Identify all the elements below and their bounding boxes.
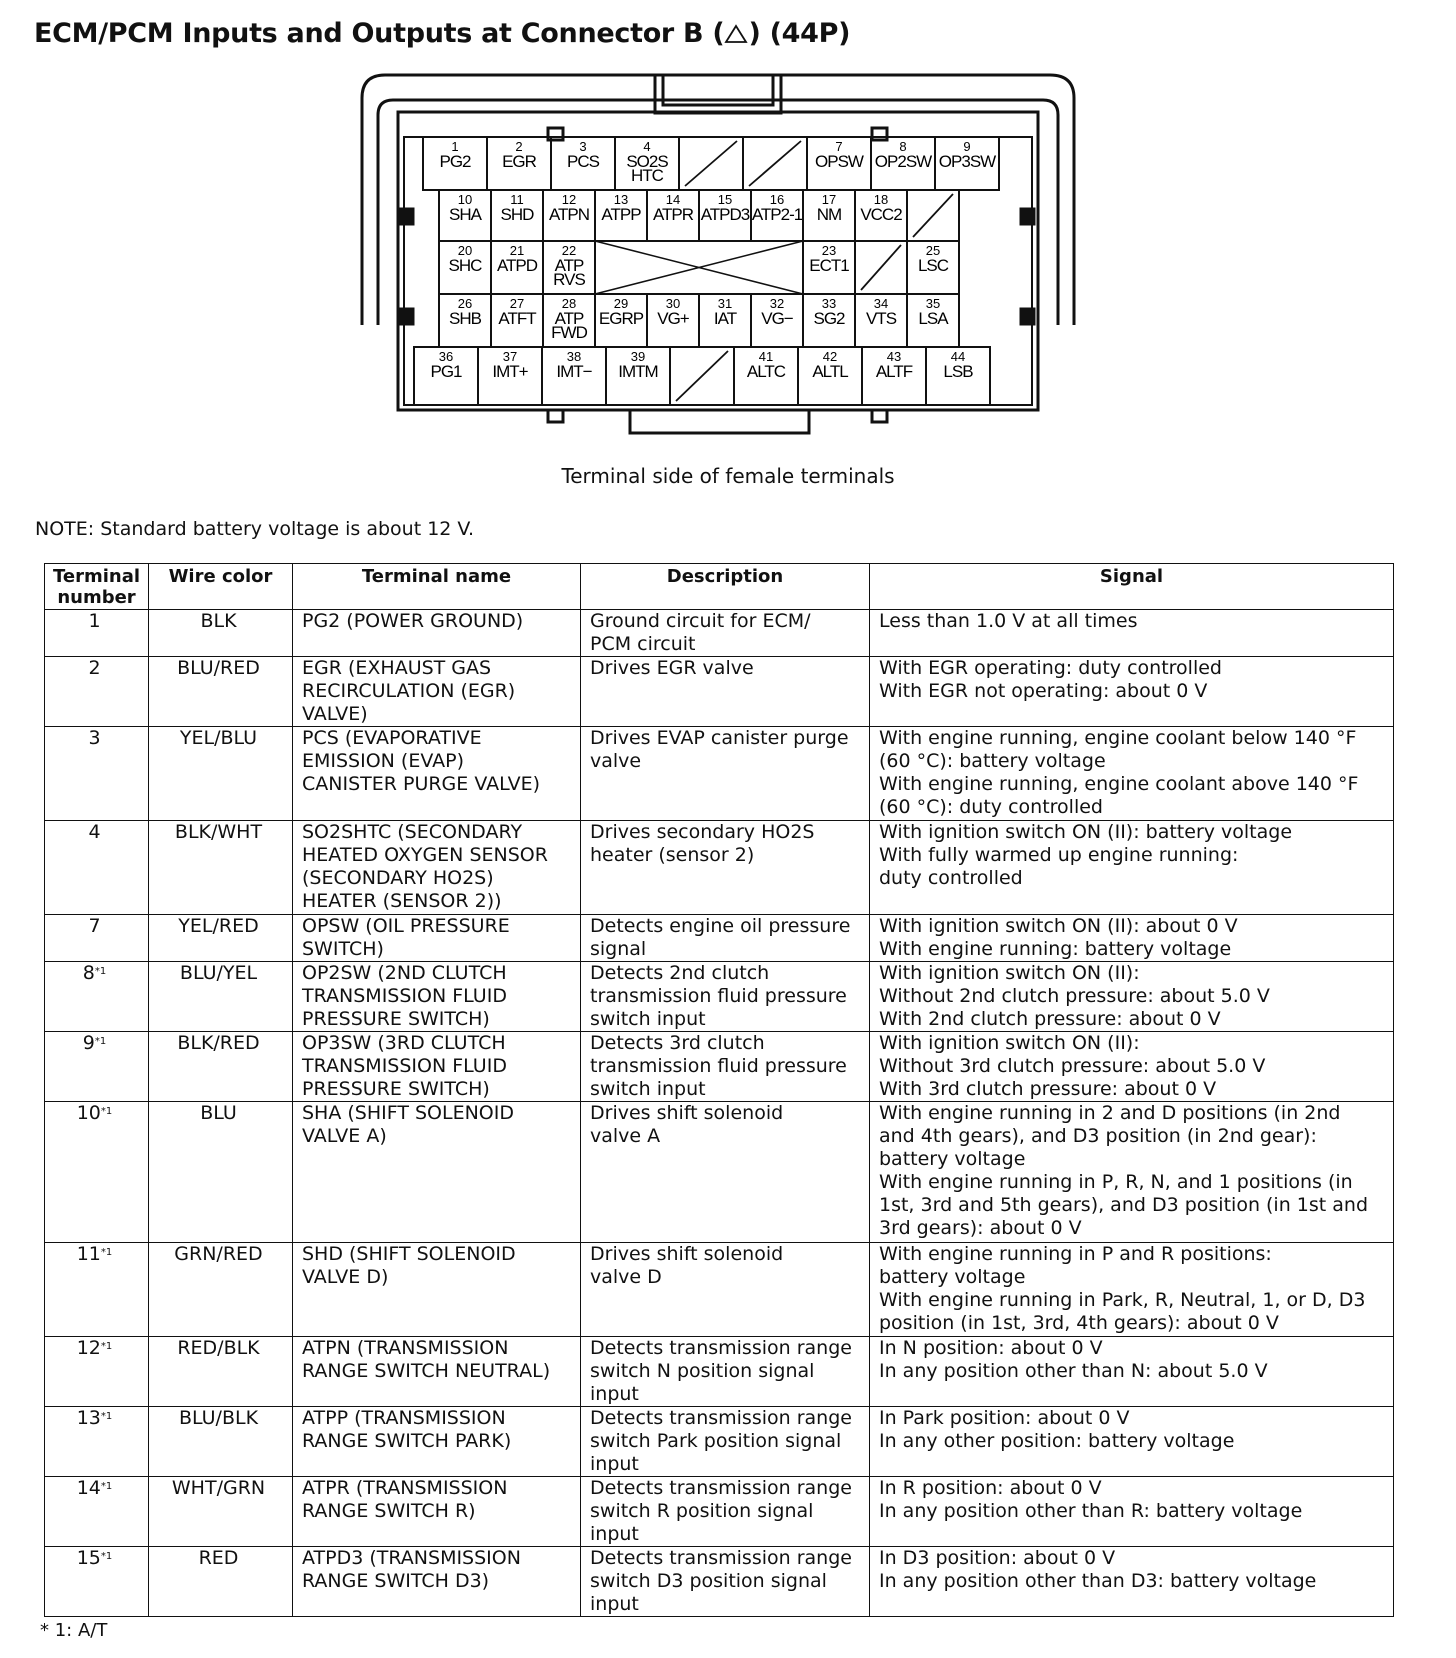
terminal-number: 11	[510, 192, 524, 207]
terminal-label: SHA	[449, 205, 481, 224]
terminal-number: 44	[950, 349, 966, 364]
footnote-marker: *1	[100, 1341, 113, 1352]
terminal-label: ATPP	[601, 205, 641, 224]
wire-color-cell: BLU	[149, 1102, 293, 1243]
terminal-number: 2	[515, 139, 523, 154]
signal-cell: Less than 1.0 V at all times	[870, 610, 1394, 657]
terminal-label: SO2S	[626, 152, 668, 171]
terminal-number: 13	[76, 1407, 101, 1429]
terminal-number-cell	[45, 727, 149, 821]
terminal-number-cell	[45, 1477, 149, 1547]
terminal-29	[595, 294, 647, 347]
terminal-number-cell	[45, 610, 149, 657]
footnote: * 1: A/T	[40, 1620, 108, 1641]
terminal-number: 9	[963, 139, 971, 154]
terminal-name-cell: SHD (SHIFT SOLENOID VALVE D)	[293, 1243, 581, 1337]
terminal-number: 8	[899, 139, 907, 154]
footnote-marker: *1	[94, 966, 107, 977]
terminal-label: ALTL	[812, 362, 848, 381]
terminal-number: 15	[717, 192, 733, 207]
terminal-label: LSA	[918, 309, 948, 328]
wire-color-cell: YEL/RED	[149, 915, 293, 962]
terminal-number: 31	[717, 296, 733, 311]
description-cell: Drives shift solenoid valve A	[581, 1102, 870, 1243]
terminal-41	[734, 347, 798, 405]
terminal-20	[439, 241, 491, 294]
terminal-number: 39	[630, 349, 646, 364]
terminal-name-cell: OP3SW (3RD CLUTCH TRANSMISSION FLUID PRESSURE SWITCH)	[293, 1032, 581, 1102]
terminal-label: ATPD3	[700, 205, 750, 224]
description-cell: Detects transmission range switch Park position signal input	[581, 1407, 870, 1477]
title-suffix: ) (44P)	[748, 18, 851, 49]
terminal-number: 41	[758, 349, 774, 364]
signal-cell: With engine running in 2 and D positions (in 2nd and 4th gears), and D3 position (in 2nd gear): battery voltage With engine running in P, R, N, and 1 positions (in 1st, 3rd and 5th gears), and D3 position (in 1st and 3rd gears): about 0 V	[870, 1102, 1394, 1243]
terminal-label: SHC	[448, 256, 482, 275]
terminal-44	[926, 347, 990, 405]
terminal-number-cell	[45, 915, 149, 962]
terminal-label: OPSW	[815, 152, 863, 171]
terminal-name-cell: ATPR (TRANSMISSION RANGE SWITCH R)	[293, 1477, 581, 1547]
terminal-number: 8	[82, 962, 95, 984]
description-cell: Drives EVAP canister purge valve	[581, 727, 870, 821]
empty-terminal	[855, 241, 907, 294]
terminal-number: 34	[873, 296, 889, 311]
table-row	[45, 1547, 1394, 1617]
terminal-7	[807, 137, 871, 190]
terminal-number: 1	[88, 610, 101, 632]
terminal-number: 33	[821, 296, 837, 311]
terminal-number: 13	[613, 192, 629, 207]
terminal-number: 3	[579, 139, 587, 154]
table-row	[45, 821, 1394, 915]
terminal-number: 36	[438, 349, 454, 364]
terminal-label-line2: RVS	[553, 270, 585, 289]
header-description: Description	[581, 564, 870, 610]
table-row	[45, 962, 1394, 1032]
terminal-number: 18	[873, 192, 889, 207]
terminal-39	[606, 347, 670, 405]
terminal-43	[862, 347, 926, 405]
description-cell: Drives EGR valve	[581, 657, 870, 727]
footnote-marker: *1	[100, 1411, 113, 1422]
footnote-marker: *1	[94, 1036, 107, 1047]
terminal-number: 14	[76, 1477, 101, 1499]
terminal-name-cell: OPSW (OIL PRESSURE SWITCH)	[293, 915, 581, 962]
signal-cell: With EGR operating: duty controlled With EGR not operating: about 0 V	[870, 657, 1394, 727]
terminal-number: 29	[613, 296, 629, 311]
terminal-25	[907, 241, 959, 294]
terminal-number-cell	[45, 1102, 149, 1243]
wire-color-cell: RED/BLK	[149, 1337, 293, 1407]
terminal-2	[487, 137, 551, 190]
terminal-label: ATPD	[496, 256, 538, 275]
terminal-32	[751, 294, 803, 347]
note-text: NOTE: Standard battery voltage is about 12 V.	[35, 518, 474, 540]
terminal-label: EGR	[502, 152, 536, 171]
table-row	[45, 1477, 1394, 1547]
header-signal: Signal	[870, 564, 1394, 610]
terminal-number: 38	[566, 349, 582, 364]
signal-cell: With ignition switch ON (II): about 0 V With engine running: battery voltage	[870, 915, 1394, 962]
terminal-label: ATP	[554, 256, 584, 275]
terminal-number: 21	[509, 243, 525, 258]
terminal-4	[615, 137, 679, 190]
terminal-number-cell	[45, 1243, 149, 1337]
terminal-number-cell	[45, 821, 149, 915]
terminal-30	[647, 294, 699, 347]
terminal-number: 15	[76, 1547, 101, 1569]
terminal-42	[798, 347, 862, 405]
terminal-number: 7	[835, 139, 843, 154]
terminal-number: 37	[502, 349, 518, 364]
terminal-name-cell: PCS (EVAPORATIVE EMISSION (EVAP) CANISTER PURGE VALVE)	[293, 727, 581, 821]
terminal-label: SG2	[813, 309, 845, 328]
wire-color-cell: BLU/RED	[149, 657, 293, 727]
signal-cell: In Park position: about 0 V In any other position: battery voltage	[870, 1407, 1394, 1477]
signal-cell: With ignition switch ON (II): battery voltage With fully warmed up engine running: duty controlled	[870, 821, 1394, 915]
terminal-table	[44, 563, 1394, 1617]
terminal-name-cell: PG2 (POWER GROUND)	[293, 610, 581, 657]
table-row	[45, 657, 1394, 727]
table-row	[45, 1102, 1394, 1243]
terminal-number: 4	[88, 821, 101, 843]
signal-cell: With ignition switch ON (II): Without 3rd clutch pressure: about 5.0 V With 3rd clutch pressure: about 0 V	[870, 1032, 1394, 1102]
terminal-number: 9	[82, 1032, 95, 1054]
empty-terminal	[743, 137, 807, 190]
terminal-27	[491, 294, 543, 347]
terminal-label: LSB	[943, 362, 973, 381]
description-cell: Ground circuit for ECM/ PCM circuit	[581, 610, 870, 657]
terminal-22	[543, 241, 595, 294]
description-cell: Detects 2nd clutch transmission fluid pressure switch input	[581, 962, 870, 1032]
terminal-label: EGRP	[598, 309, 644, 328]
table-row	[45, 1032, 1394, 1102]
terminal-label: ATPR	[652, 205, 694, 224]
terminal-label-line2: FWD	[551, 323, 587, 342]
terminal-number: 17	[821, 192, 837, 207]
terminal-35	[907, 294, 959, 347]
terminal-label: PG2	[439, 152, 471, 171]
description-cell: Detects 3rd clutch transmission fluid pressure switch input	[581, 1032, 870, 1102]
table-row	[45, 610, 1394, 657]
table-row	[45, 1243, 1394, 1337]
terminal-number: 26	[457, 296, 473, 311]
wire-color-cell: BLK/RED	[149, 1032, 293, 1102]
footnote-marker: *1	[100, 1106, 113, 1117]
terminal-label: SHB	[449, 309, 481, 328]
terminal-13	[595, 190, 647, 241]
signal-cell: In D3 position: about 0 V In any position other than D3: battery voltage	[870, 1547, 1394, 1617]
signal-cell: In N position: about 0 V In any position other than N: about 5.0 V	[870, 1337, 1394, 1407]
terminal-number: 43	[886, 349, 902, 364]
terminal-number-cell	[45, 962, 149, 1032]
terminal-name-cell: SHA (SHIFT SOLENOID VALVE A)	[293, 1102, 581, 1243]
terminal-label: VG+	[657, 309, 689, 328]
terminal-number: 10	[76, 1102, 101, 1124]
terminal-36	[414, 347, 478, 405]
terminal-number: 12	[561, 192, 577, 207]
terminal-number-cell	[45, 1337, 149, 1407]
terminal-37	[478, 347, 542, 405]
table-row	[45, 1407, 1394, 1477]
terminal-8	[871, 137, 935, 190]
terminal-label: LSC	[917, 256, 949, 275]
wire-color-cell: BLU/BLK	[149, 1407, 293, 1477]
terminal-number: 23	[821, 243, 837, 258]
terminal-name-cell: SO2SHTC (SECONDARY HEATED OXYGEN SENSOR (SECONDARY HO2S) HEATER (SENSOR 2))	[293, 821, 581, 915]
footnote-marker: *1	[100, 1247, 113, 1258]
terminal-number: 1	[451, 139, 459, 154]
terminal-label: ATFT	[498, 309, 536, 328]
table-row	[45, 1337, 1394, 1407]
terminal-number-cell	[45, 1032, 149, 1102]
terminal-label: ALTC	[746, 362, 786, 381]
terminal-26	[439, 294, 491, 347]
terminal-number: 3	[88, 727, 101, 749]
terminal-label: OP2SW	[874, 152, 932, 171]
table-row	[45, 915, 1394, 962]
terminal-number: 30	[665, 296, 681, 311]
title-prefix: ECM/PCM Inputs and Outputs at Connector B (	[34, 18, 725, 49]
wire-color-cell: WHT/GRN	[149, 1477, 293, 1547]
description-cell: Drives secondary HO2S heater (sensor 2)	[581, 821, 870, 915]
terminal-15	[699, 190, 751, 241]
description-cell: Detects engine oil pressure signal	[581, 915, 870, 962]
description-cell: Detects transmission range switch R position signal input	[581, 1477, 870, 1547]
header-terminal-name: Terminal name	[293, 564, 581, 610]
terminal-28	[543, 294, 595, 347]
signal-cell: With engine running, engine coolant below 140 °F (60 °C): battery voltage With engine running, engine coolant above 140 °F (60 °C): duty controlled	[870, 727, 1394, 821]
terminal-label: IMT+	[492, 362, 528, 381]
terminal-18	[855, 190, 907, 241]
signal-cell: In R position: about 0 V In any position other than R: battery voltage	[870, 1477, 1394, 1547]
terminal-number: 20	[457, 243, 473, 258]
terminal-number-cell	[45, 1547, 149, 1617]
terminal-number: 12	[76, 1337, 101, 1359]
signal-cell: With ignition switch ON (II): Without 2nd clutch pressure: about 5.0 V With 2nd clutch pressure: about 0 V	[870, 962, 1394, 1032]
terminal-17	[803, 190, 855, 241]
wire-color-cell: BLK	[149, 610, 293, 657]
terminal-number: 2	[88, 657, 101, 679]
terminal-23	[803, 241, 855, 294]
terminal-number: 35	[925, 296, 941, 311]
terminal-label: ECT1	[809, 256, 849, 275]
wire-color-cell: RED	[149, 1547, 293, 1617]
terminal-label: VG−	[761, 309, 793, 328]
footnote-marker: *1	[100, 1481, 113, 1492]
header-wire-color: Wire color	[149, 564, 293, 610]
terminal-label: OP3SW	[938, 152, 996, 171]
terminal-label: IMT−	[556, 362, 592, 381]
terminal-number-cell	[45, 1407, 149, 1477]
description-cell: Detects transmission range switch N position signal input	[581, 1337, 870, 1407]
terminal-12	[543, 190, 595, 241]
terminal-label: NM	[816, 205, 842, 224]
terminal-label: ALTF	[875, 362, 913, 381]
terminal-10	[439, 190, 491, 241]
terminal-label: ATP2-1	[751, 205, 803, 224]
terminal-38	[542, 347, 606, 405]
terminal-label: ATPN	[548, 205, 590, 224]
blocked-terminals	[595, 241, 803, 294]
terminal-name-cell: ATPD3 (TRANSMISSION RANGE SWITCH D3)	[293, 1547, 581, 1617]
diagram-caption: Terminal side of female terminals	[561, 464, 895, 488]
description-cell: Drives shift solenoid valve D	[581, 1243, 870, 1337]
wire-color-cell: BLK/WHT	[149, 821, 293, 915]
terminal-number: 42	[822, 349, 838, 364]
description-cell: Detects transmission range switch D3 position signal input	[581, 1547, 870, 1617]
terminal-label: ATP	[554, 309, 584, 328]
terminal-label: VCC2	[860, 205, 902, 224]
terminal-number: 27	[509, 296, 525, 311]
terminal-label: IAT	[713, 309, 737, 328]
terminal-number: 25	[925, 243, 941, 258]
terminal-11	[491, 190, 543, 241]
terminal-number: 16	[769, 192, 785, 207]
terminal-number-cell	[45, 657, 149, 727]
terminal-34	[855, 294, 907, 347]
terminal-number: 14	[665, 192, 681, 207]
signal-cell: With engine running in P and R positions: battery voltage With engine running in Park, R, Neutral, 1, or D, D3 position (in 1st, 3rd, 4th gears): about 0 V	[870, 1243, 1394, 1337]
terminal-name-cell: OP2SW (2ND CLUTCH TRANSMISSION FLUID PRESSURE SWITCH)	[293, 962, 581, 1032]
table-header-row	[45, 564, 1394, 610]
terminal-label: VTS	[865, 309, 897, 328]
terminal-1	[423, 137, 487, 190]
terminal-number: 22	[561, 243, 577, 258]
connector-diagram	[0, 0, 1456, 470]
terminal-9	[935, 137, 999, 190]
terminal-33	[803, 294, 855, 347]
footnote-marker: *1	[100, 1551, 113, 1562]
empty-terminal	[670, 347, 734, 405]
terminal-label: SHD	[500, 205, 534, 224]
terminal-label: IMTM	[618, 362, 658, 381]
terminal-14	[647, 190, 699, 241]
terminal-number: 11	[76, 1243, 101, 1265]
terminal-number: 32	[769, 296, 785, 311]
header-terminal-number: Terminal number	[45, 564, 149, 610]
terminal-31	[699, 294, 751, 347]
terminal-3	[551, 137, 615, 190]
table-row	[45, 727, 1394, 821]
terminal-number: 10	[457, 192, 473, 207]
wire-color-cell: GRN/RED	[149, 1243, 293, 1337]
empty-terminal	[679, 137, 743, 190]
terminal-number: 28	[561, 296, 577, 311]
terminal-name-cell: ATPN (TRANSMISSION RANGE SWITCH NEUTRAL)	[293, 1337, 581, 1407]
wire-color-cell: BLU/YEL	[149, 962, 293, 1032]
terminal-name-cell: EGR (EXHAUST GAS RECIRCULATION (EGR) VALVE)	[293, 657, 581, 727]
terminal-16	[751, 190, 803, 241]
empty-terminal	[907, 190, 959, 241]
terminal-number: 7	[88, 915, 101, 937]
terminal-name-cell: ATPP (TRANSMISSION RANGE SWITCH PARK)	[293, 1407, 581, 1477]
terminal-label-line2: HTC	[631, 166, 663, 185]
terminal-21	[491, 241, 543, 294]
terminal-label: PCS	[567, 152, 599, 171]
terminal-cells	[414, 137, 999, 405]
terminal-label: PG1	[430, 362, 462, 381]
terminal-number: 4	[643, 139, 651, 154]
wire-color-cell: YEL/BLU	[149, 727, 293, 821]
